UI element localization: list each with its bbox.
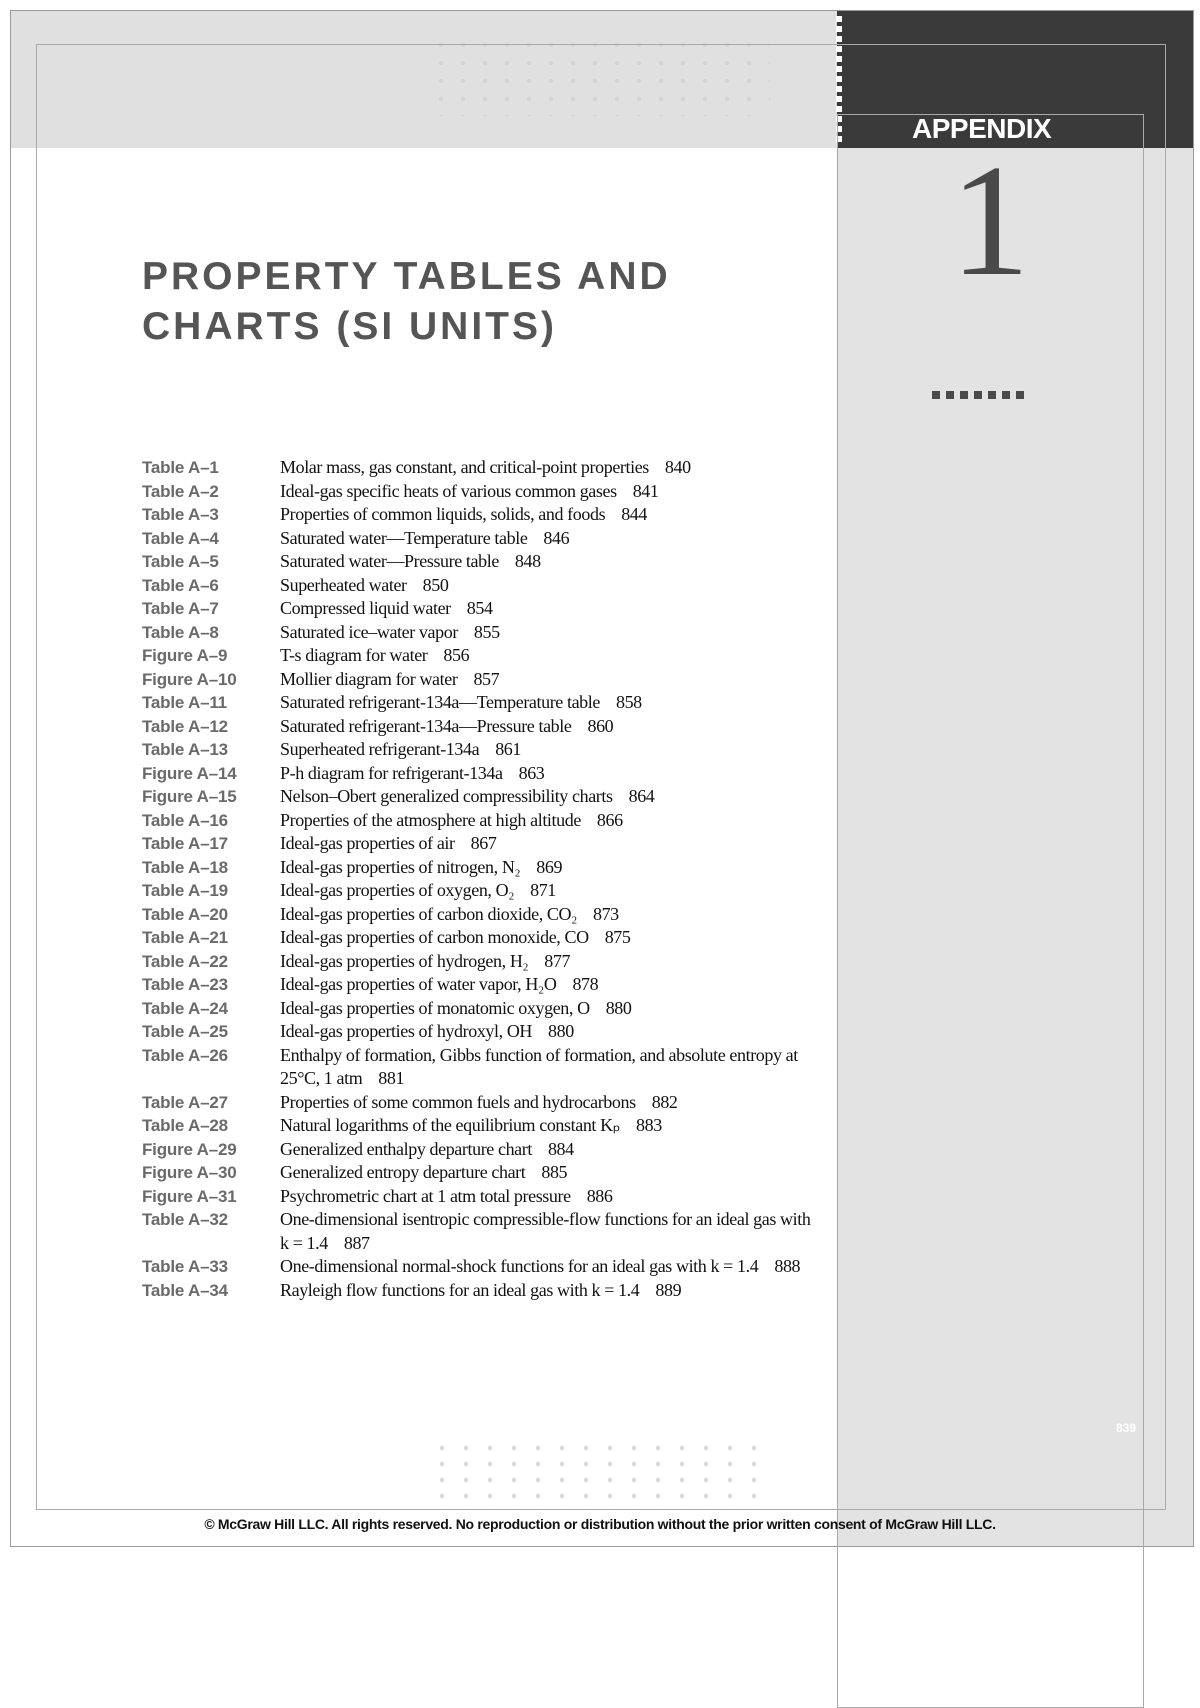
appendix-label: APPENDIX xyxy=(912,113,1052,144)
toc-entry-title xyxy=(280,879,822,903)
toc-entry-label: Table A–2 xyxy=(142,481,219,501)
toc-entry-text: Saturated refrigerant-134a—Temperature table xyxy=(280,692,600,712)
toc-entry[interactable] xyxy=(142,832,822,856)
toc-entry-page: 878 xyxy=(572,974,599,994)
toc-entry[interactable] xyxy=(142,950,822,974)
toc-entry-text: Ideal-gas properties of water vapor, H₂O xyxy=(280,974,557,994)
toc-entry-text: Saturated refrigerant-134a—Pressure table xyxy=(280,715,572,736)
toc-entry-label: Table A–1 xyxy=(142,458,219,477)
toc-entry-page: 844 xyxy=(621,504,647,524)
toc-entry-text: Properties of the atmosphere at high altitude xyxy=(280,809,581,830)
toc-entry-label: Table A–20 xyxy=(142,904,228,924)
toc-entry[interactable] xyxy=(142,879,822,903)
toc-entry[interactable] xyxy=(142,1185,822,1209)
toc-entry-page: 871 xyxy=(530,880,556,900)
toc-entry[interactable] xyxy=(142,856,822,880)
decorative-dots-bottom xyxy=(430,1440,770,1510)
toc-entry-title xyxy=(280,621,822,645)
toc-entry-label: Table A–18 xyxy=(142,857,228,877)
toc-entry-text: Generalized entropy departure chart xyxy=(280,1162,526,1182)
toc-entry-text: Nelson–Obert generalized compressibility charts xyxy=(280,786,613,806)
toc-entry-title xyxy=(280,1279,822,1303)
toc-entry-text: Superheated refrigerant-134a xyxy=(280,739,480,759)
page-number: 839 xyxy=(1116,1421,1137,1435)
toc-entry[interactable] xyxy=(142,1114,822,1138)
toc-entry[interactable] xyxy=(142,973,822,997)
toc-entry[interactable] xyxy=(142,762,822,786)
toc-entry-text: Ideal-gas properties of air xyxy=(280,833,455,853)
toc-entry-text: One-dimensional normal-shock functions for an ideal gas with k = 1.4 xyxy=(280,1256,759,1276)
toc-entry-title xyxy=(280,809,822,833)
toc-entry-page: 846 xyxy=(543,527,570,548)
toc-entry-label: Table A–25 xyxy=(142,1022,228,1041)
toc-entry-page: 885 xyxy=(541,1162,568,1182)
toc-entry-text: Ideal-gas properties of hydroxyl, OH xyxy=(280,1021,533,1041)
toc-entry-title xyxy=(280,785,822,809)
copyright-notice: © McGraw Hill LLC. All rights reserved. No reproduction or distribution without the prior written consent of McGraw Hill LLC. xyxy=(204,1516,996,1532)
toc-entry-title xyxy=(280,1208,822,1255)
toc-entry-page: 877 xyxy=(544,950,571,971)
toc-entry-page: 875 xyxy=(604,927,631,947)
toc-entry-title xyxy=(280,527,822,551)
toc-entry-label: Table A–23 xyxy=(142,975,228,994)
toc-entry-page: 856 xyxy=(443,645,470,665)
toc-entry-text: Natural logarithms of the equilibrium constant Kₚ xyxy=(280,1115,621,1135)
toc-entry-title xyxy=(280,480,822,504)
toc-entry-page: 861 xyxy=(495,739,522,759)
toc-entry-text: Saturated ice–water vapor xyxy=(280,621,458,642)
toc-entry-page: 855 xyxy=(473,621,500,642)
toc-entry-title xyxy=(280,1138,822,1162)
toc-entry-page: 884 xyxy=(547,1138,574,1159)
toc-entry-label: Table A–4 xyxy=(142,528,219,548)
toc-entry-title xyxy=(280,691,822,715)
toc-entry-page: 866 xyxy=(596,809,623,830)
toc-entry-label: Table A–26 xyxy=(142,1045,228,1065)
toc-entry-title xyxy=(280,950,822,974)
toc-entry[interactable] xyxy=(142,1091,822,1115)
toc-entry-page: 848 xyxy=(514,551,541,571)
toc-entry-page: 889 xyxy=(655,1279,682,1300)
toc-entry-label: Table A–21 xyxy=(142,928,228,947)
toc-entry-label: Table A–5 xyxy=(142,552,219,571)
table-of-contents xyxy=(142,456,822,1302)
toc-entry-text: One-dimensional isentropic compressible-flow functions for an ideal gas with k = 1.4 xyxy=(280,1209,811,1253)
decorative-squares xyxy=(932,386,1030,402)
toc-entry-page: 883 xyxy=(636,1115,662,1135)
toc-entry[interactable] xyxy=(142,503,822,527)
toc-entry-text: Properties of some common fuels and hydrocarbons xyxy=(280,1091,636,1112)
toc-entry-page: 888 xyxy=(774,1256,801,1276)
toc-entry-label: Table A–11 xyxy=(142,693,227,712)
toc-entry-page: 840 xyxy=(664,457,691,477)
toc-entry-text: Molar mass, gas constant, and critical-point properties xyxy=(280,457,649,477)
toc-entry-page: 867 xyxy=(470,833,497,853)
toc-entry-label: Table A–27 xyxy=(142,1092,228,1112)
toc-entry[interactable] xyxy=(142,480,822,504)
toc-entry[interactable] xyxy=(142,926,822,950)
toc-entry-page: 841 xyxy=(632,480,659,501)
toc-entry-page: 880 xyxy=(548,1021,574,1041)
toc-entry-title xyxy=(280,550,822,574)
toc-entry-page: 864 xyxy=(628,786,655,806)
toc-entry-label: Figure A–31 xyxy=(142,1186,237,1206)
toc-entry-title xyxy=(280,997,822,1021)
toc-entry-label: Figure A–14 xyxy=(142,763,237,783)
toc-entry-label: Table A–28 xyxy=(142,1116,228,1135)
toc-entry-label: Table A–13 xyxy=(142,740,228,759)
toc-entry-label: Table A–22 xyxy=(142,951,228,971)
toc-entry-title xyxy=(280,973,822,997)
toc-entry-label: Table A–24 xyxy=(142,998,228,1018)
toc-entry-title xyxy=(280,1255,822,1279)
toc-entry-label: Figure A–9 xyxy=(142,646,228,665)
toc-entry-page: 882 xyxy=(651,1091,678,1112)
toc-entry-page: 873 xyxy=(592,903,619,924)
toc-entry[interactable] xyxy=(142,550,822,574)
toc-entry[interactable] xyxy=(142,903,822,927)
toc-entry-page: 854 xyxy=(466,598,493,618)
toc-entry-page: 860 xyxy=(587,715,614,736)
toc-entry-label: Table A–6 xyxy=(142,575,219,595)
toc-entry-title xyxy=(280,1044,822,1091)
toc-entry[interactable] xyxy=(142,785,822,809)
toc-entry-text: Ideal-gas properties of nitrogen, N₂ xyxy=(280,856,521,877)
toc-entry[interactable] xyxy=(142,1044,822,1091)
toc-entry-label: Table A–7 xyxy=(142,599,219,618)
toc-entry-page: 886 xyxy=(586,1185,613,1206)
toc-entry[interactable] xyxy=(142,668,822,692)
toc-entry[interactable] xyxy=(142,574,822,598)
toc-entry[interactable] xyxy=(142,1208,822,1255)
toc-entry[interactable] xyxy=(142,1020,822,1044)
toc-entry-title xyxy=(280,1185,822,1209)
toc-entry-text: Ideal-gas properties of oxygen, O₂ xyxy=(280,880,515,900)
toc-entry-text: Enthalpy of formation, Gibbs function of formation, and absolute entropy at 25°C, 1 atm xyxy=(280,1044,798,1088)
toc-entry-text: Ideal-gas properties of monatomic oxygen, O xyxy=(280,997,590,1018)
toc-entry-text: Psychrometric chart at 1 atm total pressure xyxy=(280,1185,571,1206)
chapter-title xyxy=(142,252,802,352)
toc-entry-title xyxy=(280,503,822,527)
toc-entry-title xyxy=(280,644,822,668)
toc-entry-label: Figure A–10 xyxy=(142,669,237,689)
toc-entry-page: 863 xyxy=(518,762,545,783)
toc-entry-page: 887 xyxy=(343,1232,370,1253)
toc-entry-title xyxy=(280,597,822,621)
toc-entry-text: Properties of common liquids, solids, and foods xyxy=(280,504,606,524)
toc-entry-title xyxy=(280,1114,822,1138)
toc-entry-title xyxy=(280,762,822,786)
appendix-number: 1 xyxy=(950,131,1030,309)
toc-entry-title xyxy=(280,1091,822,1115)
toc-entry-page: 869 xyxy=(536,856,563,877)
toc-entry-title xyxy=(280,456,822,480)
toc-entry-text: Ideal-gas properties of hydrogen, H₂ xyxy=(280,950,529,971)
toc-entry-title xyxy=(280,1161,822,1185)
toc-entry-text: Ideal-gas properties of carbon monoxide, CO xyxy=(280,927,589,947)
toc-entry-text: Ideal-gas specific heats of various common gases xyxy=(280,480,617,501)
toc-entry-label: Figure A–30 xyxy=(142,1163,237,1182)
toc-entry-text: T-s diagram for water xyxy=(280,645,428,665)
toc-entry-title xyxy=(280,715,822,739)
toc-entry-text: Rayleigh flow functions for an ideal gas with k = 1.4 xyxy=(280,1279,640,1300)
toc-entry-label: Table A–8 xyxy=(142,622,219,642)
toc-entry[interactable] xyxy=(142,527,822,551)
toc-entry[interactable] xyxy=(142,809,822,833)
toc-entry-page: 881 xyxy=(378,1068,405,1088)
toc-entry-label: Table A–16 xyxy=(142,810,228,830)
side-box-border xyxy=(837,114,1144,1708)
toc-entry-text: Saturated water—Temperature table xyxy=(280,527,528,548)
toc-entry[interactable] xyxy=(142,997,822,1021)
toc-entry[interactable] xyxy=(142,1279,822,1303)
toc-entry[interactable] xyxy=(142,456,822,480)
toc-entry[interactable] xyxy=(142,738,822,762)
toc-entry-label: Table A–32 xyxy=(142,1210,228,1229)
toc-entry-title xyxy=(280,926,822,950)
toc-entry-label: Table A–17 xyxy=(142,834,228,853)
toc-entry-page: 858 xyxy=(615,692,642,712)
toc-entry-label: Table A–3 xyxy=(142,505,219,524)
toc-entry-label: Table A–12 xyxy=(142,716,228,736)
chapter-title-line-1: PROPERTY TABLES AND xyxy=(142,255,671,298)
toc-entry[interactable] xyxy=(142,691,822,715)
toc-entry-label: Table A–34 xyxy=(142,1280,228,1300)
toc-entry-label: Figure A–29 xyxy=(142,1139,237,1159)
toc-entry[interactable] xyxy=(142,1138,822,1162)
toc-entry[interactable] xyxy=(142,621,822,645)
toc-entry-title xyxy=(280,668,822,692)
toc-entry-page: 857 xyxy=(473,668,500,689)
toc-entry-text: Saturated water—Pressure table xyxy=(280,551,499,571)
toc-entry-text: Generalized enthalpy departure chart xyxy=(280,1138,532,1159)
toc-entry-title xyxy=(280,832,822,856)
toc-entry-title xyxy=(280,903,822,927)
toc-entry-title xyxy=(280,856,822,880)
toc-entry-page: 850 xyxy=(422,574,449,595)
toc-entry-text: P-h diagram for refrigerant-134a xyxy=(280,762,503,783)
toc-entry-title xyxy=(280,1020,822,1044)
toc-entry-label: Figure A–15 xyxy=(142,787,237,806)
toc-entry[interactable] xyxy=(142,644,822,668)
toc-entry-label: Table A–33 xyxy=(142,1257,228,1276)
chapter-title-line-2: CHARTS (SI UNITS) xyxy=(142,305,557,348)
toc-entry-label: Table A–19 xyxy=(142,881,228,900)
toc-entry[interactable] xyxy=(142,1255,822,1279)
toc-entry-title xyxy=(280,574,822,598)
toc-entry[interactable] xyxy=(142,597,822,621)
toc-entry[interactable] xyxy=(142,1161,822,1185)
toc-entry-title xyxy=(280,738,822,762)
toc-entry[interactable] xyxy=(142,715,822,739)
toc-entry-text: Superheated water xyxy=(280,574,407,595)
toc-entry-text: Compressed liquid water xyxy=(280,598,451,618)
toc-entry-text: Mollier diagram for water xyxy=(280,668,458,689)
toc-entry-text: Ideal-gas properties of carbon dioxide, CO₂ xyxy=(280,903,577,924)
toc-entry-page: 880 xyxy=(605,997,632,1018)
